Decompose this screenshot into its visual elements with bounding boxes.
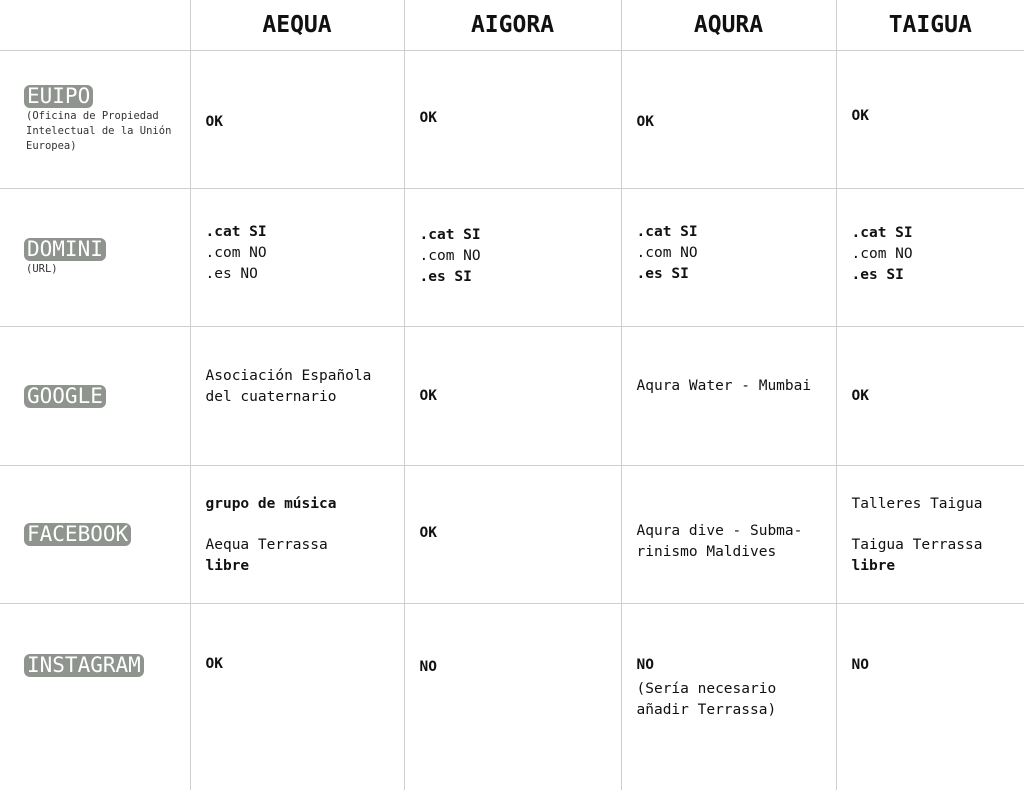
text-line: (Sería necesario [637,679,836,700]
column-header-taigua: TAIGUA [836,0,1024,51]
column-header-aigora: AIGORA [404,0,621,51]
row-label-instagram [0,604,190,790]
domain-com: .com NO [852,244,1024,265]
facebook-taigua [837,494,1024,577]
domini-aigora [405,225,621,288]
column-header-aqura: AQURA [621,0,836,51]
domain-cat: .cat SI [420,225,621,246]
text-line: añadir Terrassa) [637,700,836,721]
domain-cat: .cat SI [637,222,836,243]
instagram-aequa: OK [191,654,404,675]
text-line: grupo de música [206,494,404,515]
google-aqura: Aqura Water - Mumbai [622,376,836,397]
text-line: NO [637,655,836,676]
corner-cell [0,0,190,51]
domain-com: .com NO [637,243,836,264]
euipo-aigora: OK [405,108,621,129]
euipo-tag: EUIPO [24,85,93,108]
euipo-taigua: OK [837,106,1024,127]
facebook-aigora: OK [405,523,621,544]
domain-com: .com NO [206,243,404,264]
domini-taigua [837,223,1024,286]
text-line: rinismo Maldives [637,542,836,563]
instagram-tag: INSTAGRAM [24,654,144,677]
euipo-aqura: OK [622,112,836,133]
domain-es: .es NO [206,264,404,285]
text-line: Taigua Terrassa [852,535,1024,556]
column-header-aequa: AEQUA [190,0,404,51]
header-row [0,0,1024,51]
text-line: Aequa Terrassa [206,535,404,556]
row-label-euipo [0,51,190,189]
domain-es: .es SI [637,264,836,285]
domain-es: .es SI [852,265,1024,286]
google-taigua: OK [837,386,1024,407]
domini-aequa [191,222,404,285]
domain-cat: .cat SI [206,222,404,243]
domain-cat: .cat SI [852,223,1024,244]
instagram-taigua: NO [837,655,1024,676]
text-line: libre [206,556,404,577]
row-facebook [0,466,1024,604]
instagram-aqura [622,655,836,721]
google-aigora: OK [405,386,621,407]
domain-com: .com NO [420,246,621,267]
euipo-description: (Oficina de Propiedad Intelectual de la Unión Europea) [24,109,186,154]
row-label-google [0,327,190,466]
row-label-domini [0,189,190,327]
facebook-aequa [191,494,404,577]
domini-aqura [622,222,836,285]
row-euipo [0,51,1024,189]
row-google [0,327,1024,466]
text-line: del cuaternario [206,387,404,408]
domini-description: (URL) [24,262,186,277]
row-domini [0,189,1024,327]
text-line: libre [852,556,1024,577]
google-aequa [191,366,404,408]
text-line: Talleres Taigua [852,494,1024,515]
row-instagram [0,604,1024,790]
domain-es: .es SI [420,267,621,288]
row-label-facebook [0,466,190,604]
domini-tag: DOMINI [24,238,106,261]
google-tag: GOOGLE [24,385,106,408]
text-line: Asociación Española [206,366,404,387]
instagram-aigora: NO [405,657,621,678]
facebook-aqura [622,521,836,563]
euipo-aequa: OK [191,112,404,133]
text-line: Aqura dive - Subma- [637,521,836,542]
facebook-tag: FACEBOOK [24,523,131,546]
